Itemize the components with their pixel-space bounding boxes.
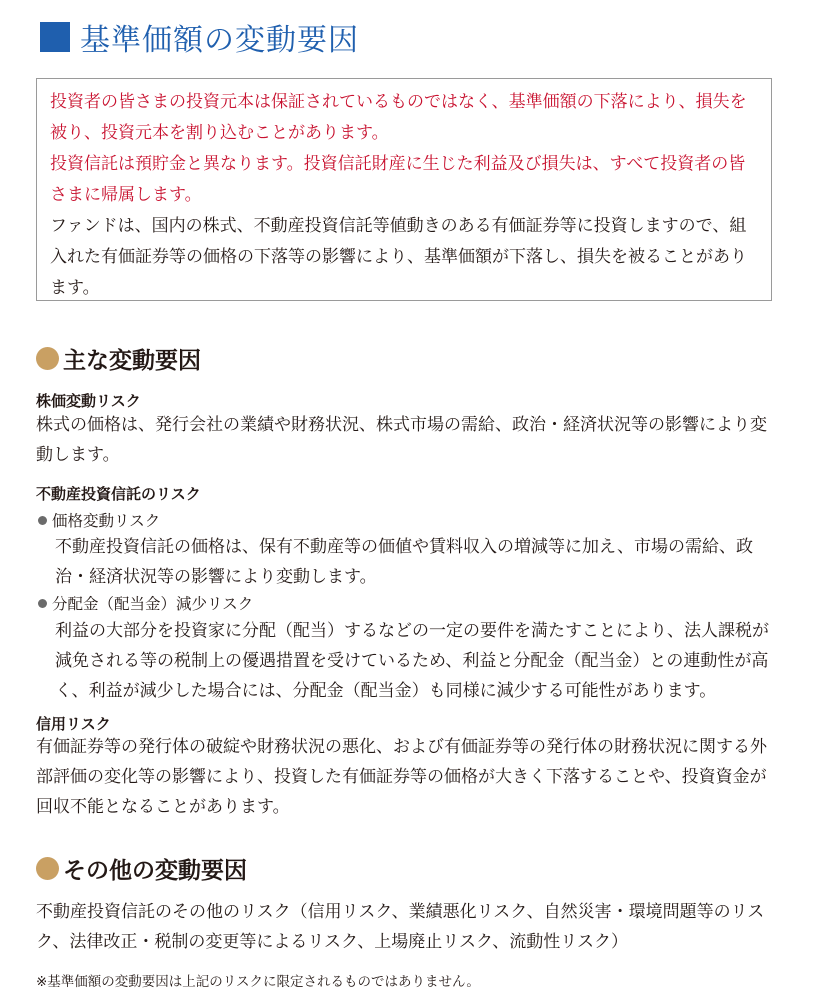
page-title-text: 基準価額の変動要因 [80,23,359,58]
bullet-label: 価格変動リスク [52,512,161,530]
bullet-label: 分配金（配当金）減少リスク [52,595,254,613]
footnote: ※基準価額の変動要因は上記のリスクに限定されるものではありません。 [36,974,480,990]
title-square-icon [40,22,70,52]
warning-box [36,78,772,301]
risk-text-reit-dividend: 利益の大部分を投資家に分配（配当）するなどの一定の要件を満たすことにより、法人課税が減免される等の税制上の優遇措置を受けているため、利益と分配金（配当金）との連動性が高く、利益が減少した場合には、分配金（配当金）も同様に減少する可能性があります。 [55,621,769,701]
section-heading-main-factors [36,342,201,375]
risk-text-stock: 株式の価格は、発行会社の業績や財務状況、株式市場の需給、政治・経済状況等の影響により変動します。 [36,415,767,465]
other-factors-text: 不動産投資信託のその他のリスク（信用リスク、業績悪化リスク、自然災害・環境問題等のリスク、法律改正・税制の変更等によるリスク、上場廃止リスク、流動性リスク） [36,902,765,952]
risk-title-stock: 株価変動リスク [36,392,141,410]
risk-title-credit: 信用リスク [36,715,111,733]
risk-title-reit: 不動産投資信託のリスク [36,485,201,503]
warning-line-fund: ファンドは、国内の株式、不動産投資信託等値動きのある有価証券等に投資しますので、組入れた有価証券等の価格の下落等の影響により、基準価額が下落し、損失を被ることがあります。 [50,216,747,298]
bullet-price-risk [38,509,160,531]
page-title [40,14,359,60]
bullet-dot-icon [38,599,47,608]
risk-text-credit: 有価証券等の発行体の破綻や財務状況の悪化、および有価証券等の発行体の財務状況に関する外部評価の変化等の影響により、投資した有価証券等の価格が大きく下落することや、投資資金が回収不能となることがあります。 [36,737,767,817]
bullet-dividend-risk [38,592,253,614]
warning-line-deposit: 投資信託は預貯金と異なります。投資信託財産に生じた利益及び損失は、すべて投資者の皆さまに帰属します。 [50,154,746,205]
section-heading-text: その他の変動要因 [63,858,247,884]
warning-line-principal: 投資者の皆さまの投資元本は保証されているものではなく、基準価額の下落により、損失を被り、投資元本を割り込むことがあります。 [50,92,747,143]
bullet-dot-icon [38,516,47,525]
risk-text-reit-price: 不動産投資信託の価格は、保有不動産等の価値や賃料収入の増減等に加え、市場の需給、政治・経済状況等の影響により変動します。 [55,537,754,587]
section-heading-other-factors [36,852,247,885]
bullet-circle-icon [36,347,59,370]
section-heading-text: 主な変動要因 [63,348,201,374]
bullet-circle-icon [36,857,59,880]
